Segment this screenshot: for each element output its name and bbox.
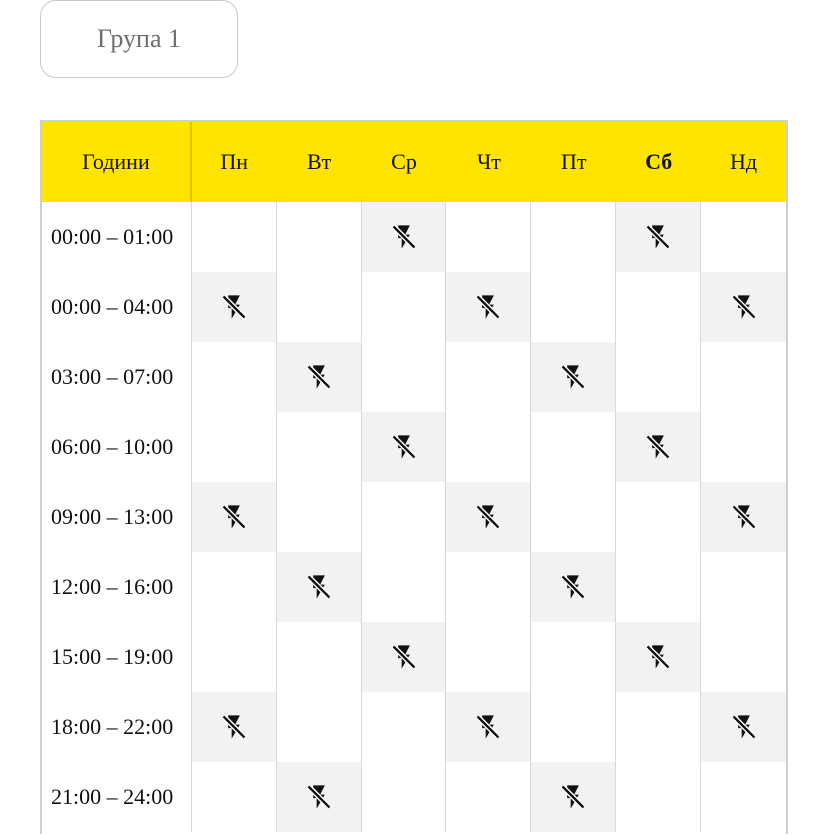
schedule-cell <box>531 272 616 342</box>
outage-cell <box>446 482 531 552</box>
outage-cell <box>616 202 701 272</box>
time-range: 03:00 – 07:00 <box>42 342 192 412</box>
schedule-cell <box>701 412 786 482</box>
header-day: Сб <box>645 149 673 174</box>
outage-cell <box>701 482 786 552</box>
time-range: 00:00 – 04:00 <box>42 272 192 342</box>
power-off-icon <box>474 713 502 741</box>
schedule-cell <box>701 552 786 622</box>
schedule-cell <box>362 482 447 552</box>
outage-cell <box>362 412 447 482</box>
schedule-cell <box>616 552 701 622</box>
schedule-cell <box>192 762 277 832</box>
time-range: 15:00 – 19:00 <box>42 622 192 692</box>
schedule-cell <box>446 552 531 622</box>
power-off-icon <box>730 503 758 531</box>
schedule-cell <box>192 412 277 482</box>
schedule-cell <box>277 412 362 482</box>
schedule-cell <box>277 482 362 552</box>
power-off-icon <box>730 713 758 741</box>
schedule-cell <box>531 202 616 272</box>
header-day: Пн <box>220 149 249 174</box>
schedule-cell <box>192 552 277 622</box>
power-off-icon <box>644 643 672 671</box>
schedule-cell <box>362 762 447 832</box>
outage-cell <box>277 552 362 622</box>
schedule-cell <box>192 202 277 272</box>
power-off-icon <box>305 783 333 811</box>
schedule-cell <box>531 622 616 692</box>
power-off-icon <box>390 433 418 461</box>
header-day: Вт <box>306 149 332 174</box>
outage-cell <box>362 202 447 272</box>
power-off-icon <box>559 573 587 601</box>
schedule-cell <box>446 202 531 272</box>
table-row <box>42 762 786 832</box>
power-off-icon <box>305 573 333 601</box>
schedule-cell <box>701 342 786 412</box>
schedule-cell <box>277 692 362 762</box>
outage-cell <box>701 272 786 342</box>
table-row <box>42 552 786 622</box>
outage-cell <box>531 342 616 412</box>
power-off-icon <box>559 783 587 811</box>
schedule-cell <box>701 202 786 272</box>
schedule-cell <box>616 342 701 412</box>
table-row <box>42 202 786 272</box>
outage-cell <box>192 692 277 762</box>
outage-cell <box>446 692 531 762</box>
power-off-icon <box>305 363 333 391</box>
group-selector-button[interactable]: Група 1 <box>40 0 238 78</box>
outage-schedule-table <box>40 120 788 834</box>
outage-cell <box>616 622 701 692</box>
schedule-cell <box>446 412 531 482</box>
power-off-icon <box>730 293 758 321</box>
power-off-icon <box>644 223 672 251</box>
time-range: 18:00 – 22:00 <box>42 692 192 762</box>
schedule-cell <box>192 342 277 412</box>
outage-cell <box>531 552 616 622</box>
power-off-icon <box>474 503 502 531</box>
schedule-cell <box>616 762 701 832</box>
schedule-cell <box>277 622 362 692</box>
schedule-cell <box>446 622 531 692</box>
schedule-cell <box>701 622 786 692</box>
schedule-cell <box>192 622 277 692</box>
outage-cell <box>277 342 362 412</box>
power-off-icon <box>559 363 587 391</box>
schedule-cell <box>616 482 701 552</box>
table-row <box>42 622 786 692</box>
table-row <box>42 342 786 412</box>
outage-cell <box>446 272 531 342</box>
power-off-icon <box>390 223 418 251</box>
header-day: Ср <box>391 149 417 174</box>
header-hours: Години <box>42 122 192 202</box>
schedule-cell <box>362 342 447 412</box>
schedule-cell <box>277 202 362 272</box>
header-day: Нд <box>730 149 758 174</box>
table-row <box>42 272 786 342</box>
table-header-row <box>42 122 786 202</box>
header-day: Пт <box>561 149 587 174</box>
power-off-icon <box>220 293 248 321</box>
schedule-cell <box>616 272 701 342</box>
outage-cell <box>192 272 277 342</box>
outage-cell <box>192 482 277 552</box>
power-off-icon <box>220 503 248 531</box>
time-range: 00:00 – 01:00 <box>42 202 192 272</box>
outage-cell <box>531 762 616 832</box>
outage-cell <box>701 692 786 762</box>
power-off-icon <box>390 643 418 671</box>
schedule-cell <box>446 342 531 412</box>
schedule-cell <box>362 272 447 342</box>
power-off-icon <box>220 713 248 741</box>
schedule-cell <box>446 762 531 832</box>
time-range: 12:00 – 16:00 <box>42 552 192 622</box>
schedule-cell <box>531 482 616 552</box>
time-range: 06:00 – 10:00 <box>42 412 192 482</box>
schedule-cell <box>277 272 362 342</box>
schedule-cell <box>531 692 616 762</box>
table-row <box>42 482 786 552</box>
outage-cell <box>277 762 362 832</box>
outage-cell <box>616 412 701 482</box>
schedule-cell <box>531 412 616 482</box>
schedule-cell <box>616 692 701 762</box>
time-range: 09:00 – 13:00 <box>42 482 192 552</box>
outage-cell <box>362 622 447 692</box>
time-range: 21:00 – 24:00 <box>42 762 192 832</box>
table-row <box>42 412 786 482</box>
schedule-cell <box>362 692 447 762</box>
header-day: Чт <box>476 149 501 174</box>
power-off-icon <box>474 293 502 321</box>
schedule-cell <box>701 762 786 832</box>
schedule-cell <box>362 552 447 622</box>
table-row <box>42 692 786 762</box>
power-off-icon <box>644 433 672 461</box>
